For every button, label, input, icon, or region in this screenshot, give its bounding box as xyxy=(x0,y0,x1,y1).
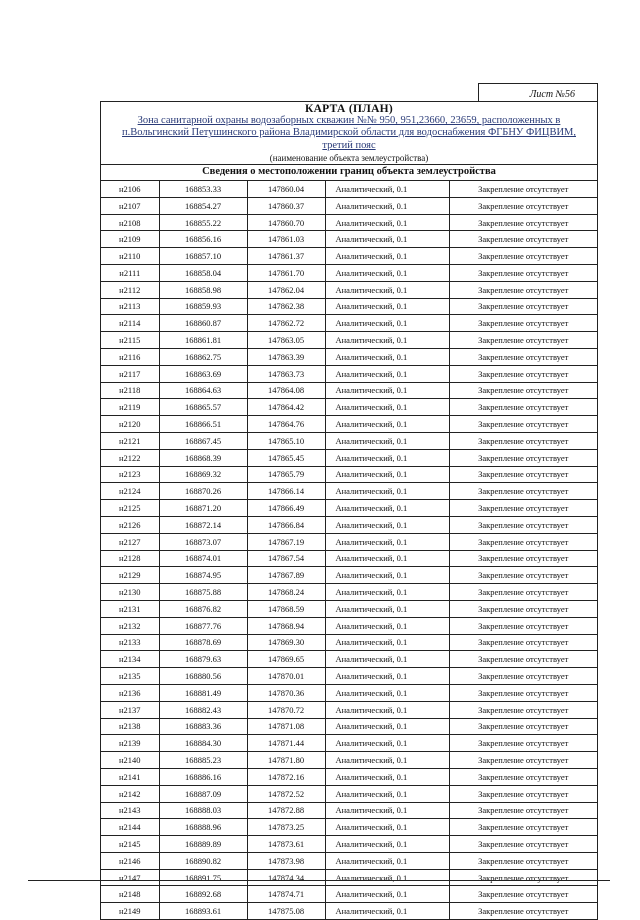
method-accuracy-cell: Аналитический, 0.1 xyxy=(325,651,449,668)
point-name-cell: н2137 xyxy=(101,701,159,718)
method-accuracy-cell: Аналитический, 0.1 xyxy=(325,802,449,819)
x-coordinate-cell: 168890.82 xyxy=(159,852,247,869)
table-row xyxy=(101,281,597,298)
table-row xyxy=(101,449,597,466)
table-row xyxy=(101,533,597,550)
marking-description-cell: Закрепление отсутствует xyxy=(449,231,597,248)
x-coordinate-cell: 168881.49 xyxy=(159,684,247,701)
x-coordinate-cell: 168876.82 xyxy=(159,600,247,617)
sheet-number-box xyxy=(478,83,598,102)
y-coordinate-cell: 147868.59 xyxy=(247,600,325,617)
x-coordinate-cell: 168886.16 xyxy=(159,768,247,785)
point-name-cell: н2123 xyxy=(101,466,159,483)
x-coordinate-cell: 168875.88 xyxy=(159,584,247,601)
table-row xyxy=(101,466,597,483)
marking-description-cell: Закрепление отсутствует xyxy=(449,382,597,399)
method-accuracy-cell: Аналитический, 0.1 xyxy=(325,399,449,416)
method-accuracy-cell: Аналитический, 0.1 xyxy=(325,600,449,617)
table-row xyxy=(101,600,597,617)
marking-description-cell: Закрепление отсутствует xyxy=(449,449,597,466)
point-name-cell: н2129 xyxy=(101,567,159,584)
marking-description-cell: Закрепление отсутствует xyxy=(449,315,597,332)
marking-description-cell: Закрепление отсутствует xyxy=(449,802,597,819)
x-coordinate-cell: 168888.03 xyxy=(159,802,247,819)
y-coordinate-cell: 147874.71 xyxy=(247,886,325,903)
marking-description-cell: Закрепление отсутствует xyxy=(449,298,597,315)
x-coordinate-cell: 168874.01 xyxy=(159,550,247,567)
marking-description-cell: Закрепление отсутствует xyxy=(449,399,597,416)
point-name-cell: н2138 xyxy=(101,718,159,735)
x-coordinate-cell: 168872.14 xyxy=(159,516,247,533)
x-coordinate-cell: 168870.26 xyxy=(159,483,247,500)
y-coordinate-cell: 147866.49 xyxy=(247,500,325,517)
table-row xyxy=(101,903,597,920)
x-coordinate-cell: 168867.45 xyxy=(159,432,247,449)
method-accuracy-cell: Аналитический, 0.1 xyxy=(325,584,449,601)
point-name-cell: н2147 xyxy=(101,869,159,886)
y-coordinate-cell: 147869.65 xyxy=(247,651,325,668)
y-coordinate-cell: 147861.37 xyxy=(247,248,325,265)
point-name-cell: н2107 xyxy=(101,197,159,214)
y-coordinate-cell: 147864.42 xyxy=(247,399,325,416)
x-coordinate-cell: 168892.68 xyxy=(159,886,247,903)
method-accuracy-cell: Аналитический, 0.1 xyxy=(325,533,449,550)
method-accuracy-cell: Аналитический, 0.1 xyxy=(325,869,449,886)
table-row xyxy=(101,382,597,399)
x-coordinate-cell: 168871.20 xyxy=(159,500,247,517)
method-accuracy-cell: Аналитический, 0.1 xyxy=(325,718,449,735)
point-name-cell: н2118 xyxy=(101,382,159,399)
table-row xyxy=(101,617,597,634)
point-name-cell: н2133 xyxy=(101,634,159,651)
method-accuracy-cell: Аналитический, 0.1 xyxy=(325,432,449,449)
table-row xyxy=(101,886,597,903)
y-coordinate-cell: 147873.61 xyxy=(247,836,325,853)
method-accuracy-cell: Аналитический, 0.1 xyxy=(325,248,449,265)
method-accuracy-cell: Аналитический, 0.1 xyxy=(325,214,449,231)
table-row xyxy=(101,500,597,517)
y-coordinate-cell: 147862.04 xyxy=(247,281,325,298)
x-coordinate-cell: 168858.98 xyxy=(159,281,247,298)
point-name-cell: н2128 xyxy=(101,550,159,567)
x-coordinate-cell: 168877.76 xyxy=(159,617,247,634)
table-row xyxy=(101,768,597,785)
table-row xyxy=(101,181,597,198)
table-row xyxy=(101,584,597,601)
marking-description-cell: Закрепление отсутствует xyxy=(449,903,597,920)
x-coordinate-cell: 168889.89 xyxy=(159,836,247,853)
table-row xyxy=(101,432,597,449)
marking-description-cell: Закрепление отсутствует xyxy=(449,768,597,785)
y-coordinate-cell: 147863.73 xyxy=(247,365,325,382)
x-coordinate-cell: 168862.75 xyxy=(159,348,247,365)
method-accuracy-cell: Аналитический, 0.1 xyxy=(325,516,449,533)
boundary-points-table xyxy=(101,180,597,920)
marking-description-cell: Закрепление отсутствует xyxy=(449,852,597,869)
table-row xyxy=(101,701,597,718)
table-row xyxy=(101,231,597,248)
method-accuracy-cell: Аналитический, 0.1 xyxy=(325,819,449,836)
point-name-cell: н2109 xyxy=(101,231,159,248)
y-coordinate-cell: 147863.05 xyxy=(247,332,325,349)
marking-description-cell: Закрепление отсутствует xyxy=(449,617,597,634)
point-name-cell: н2106 xyxy=(101,181,159,198)
method-accuracy-cell: Аналитический, 0.1 xyxy=(325,852,449,869)
y-coordinate-cell: 147866.84 xyxy=(247,516,325,533)
x-coordinate-cell: 168879.63 xyxy=(159,651,247,668)
marking-description-cell: Закрепление отсутствует xyxy=(449,181,597,198)
point-name-cell: н2108 xyxy=(101,214,159,231)
table-row xyxy=(101,651,597,668)
point-name-cell: н2141 xyxy=(101,768,159,785)
y-coordinate-cell: 147870.36 xyxy=(247,684,325,701)
method-accuracy-cell: Аналитический, 0.1 xyxy=(325,567,449,584)
point-name-cell: н2144 xyxy=(101,819,159,836)
method-accuracy-cell: Аналитический, 0.1 xyxy=(325,836,449,853)
method-accuracy-cell: Аналитический, 0.1 xyxy=(325,500,449,517)
table-row xyxy=(101,836,597,853)
marking-description-cell: Закрепление отсутствует xyxy=(449,819,597,836)
y-coordinate-cell: 147861.70 xyxy=(247,265,325,282)
y-coordinate-cell: 147868.94 xyxy=(247,617,325,634)
marking-description-cell: Закрепление отсутствует xyxy=(449,701,597,718)
x-coordinate-cell: 168864.63 xyxy=(159,382,247,399)
y-coordinate-cell: 147864.76 xyxy=(247,416,325,433)
y-coordinate-cell: 147862.72 xyxy=(247,315,325,332)
marking-description-cell: Закрепление отсутствует xyxy=(449,634,597,651)
method-accuracy-cell: Аналитический, 0.1 xyxy=(325,735,449,752)
method-accuracy-cell: Аналитический, 0.1 xyxy=(325,332,449,349)
method-accuracy-cell: Аналитический, 0.1 xyxy=(325,617,449,634)
table-row xyxy=(101,332,597,349)
point-name-cell: н2132 xyxy=(101,617,159,634)
y-coordinate-cell: 147873.98 xyxy=(247,852,325,869)
object-name-line-1: Зона санитарной охраны водозаборных скважин №№ 950, 951,23660, 23659, расположенных в xyxy=(137,115,561,127)
point-name-cell: н2126 xyxy=(101,516,159,533)
section-title: Сведения о местоположении границ объекта землеустройства xyxy=(101,164,597,180)
point-name-cell: н2139 xyxy=(101,735,159,752)
y-coordinate-cell: 147872.88 xyxy=(247,802,325,819)
x-coordinate-cell: 168878.69 xyxy=(159,634,247,651)
marking-description-cell: Закрепление отсутствует xyxy=(449,214,597,231)
y-coordinate-cell: 147867.54 xyxy=(247,550,325,567)
table-row xyxy=(101,718,597,735)
marking-description-cell: Закрепление отсутствует xyxy=(449,348,597,365)
marking-description-cell: Закрепление отсутствует xyxy=(449,785,597,802)
y-coordinate-cell: 147867.89 xyxy=(247,567,325,584)
method-accuracy-cell: Аналитический, 0.1 xyxy=(325,181,449,198)
y-coordinate-cell: 147870.01 xyxy=(247,668,325,685)
table-row xyxy=(101,634,597,651)
point-name-cell: н2116 xyxy=(101,348,159,365)
method-accuracy-cell: Аналитический, 0.1 xyxy=(325,768,449,785)
table-row xyxy=(101,483,597,500)
table-row xyxy=(101,802,597,819)
marking-description-cell: Закрепление отсутствует xyxy=(449,735,597,752)
marking-description-cell: Закрепление отсутствует xyxy=(449,365,597,382)
y-coordinate-cell: 147874.34 xyxy=(247,869,325,886)
x-coordinate-cell: 168893.61 xyxy=(159,903,247,920)
table-row xyxy=(101,298,597,315)
marking-description-cell: Закрепление отсутствует xyxy=(449,886,597,903)
table-row xyxy=(101,365,597,382)
document-header xyxy=(101,102,597,164)
marking-description-cell: Закрепление отсутствует xyxy=(449,836,597,853)
y-coordinate-cell: 147866.14 xyxy=(247,483,325,500)
method-accuracy-cell: Аналитический, 0.1 xyxy=(325,197,449,214)
marking-description-cell: Закрепление отсутствует xyxy=(449,416,597,433)
point-name-cell: н2136 xyxy=(101,684,159,701)
table-row xyxy=(101,248,597,265)
table-row xyxy=(101,869,597,886)
table-row xyxy=(101,785,597,802)
y-coordinate-cell: 147864.08 xyxy=(247,382,325,399)
point-name-cell: н2146 xyxy=(101,852,159,869)
marking-description-cell: Закрепление отсутствует xyxy=(449,533,597,550)
x-coordinate-cell: 168860.87 xyxy=(159,315,247,332)
point-name-cell: н2130 xyxy=(101,584,159,601)
method-accuracy-cell: Аналитический, 0.1 xyxy=(325,483,449,500)
y-coordinate-cell: 147865.79 xyxy=(247,466,325,483)
point-name-cell: н2124 xyxy=(101,483,159,500)
x-coordinate-cell: 168884.30 xyxy=(159,735,247,752)
marking-description-cell: Закрепление отсутствует xyxy=(449,651,597,668)
method-accuracy-cell: Аналитический, 0.1 xyxy=(325,382,449,399)
marking-description-cell: Закрепление отсутствует xyxy=(449,718,597,735)
marking-description-cell: Закрепление отсутствует xyxy=(449,483,597,500)
marking-description-cell: Закрепление отсутствует xyxy=(449,248,597,265)
table-row xyxy=(101,416,597,433)
y-coordinate-cell: 147871.44 xyxy=(247,735,325,752)
y-coordinate-cell: 147860.04 xyxy=(247,181,325,198)
point-name-cell: н2111 xyxy=(101,265,159,282)
y-coordinate-cell: 147872.16 xyxy=(247,768,325,785)
table-row xyxy=(101,819,597,836)
marking-description-cell: Закрепление отсутствует xyxy=(449,550,597,567)
table-row xyxy=(101,315,597,332)
marking-description-cell: Закрепление отсутствует xyxy=(449,752,597,769)
x-coordinate-cell: 168863.69 xyxy=(159,365,247,382)
y-coordinate-cell: 147868.24 xyxy=(247,584,325,601)
table-row xyxy=(101,550,597,567)
method-accuracy-cell: Аналитический, 0.1 xyxy=(325,265,449,282)
object-name-caption: (наименование объекта землеустройства) xyxy=(269,152,429,163)
point-name-cell: н2127 xyxy=(101,533,159,550)
y-coordinate-cell: 147861.03 xyxy=(247,231,325,248)
point-name-cell: н2143 xyxy=(101,802,159,819)
table-row xyxy=(101,265,597,282)
method-accuracy-cell: Аналитический, 0.1 xyxy=(325,298,449,315)
table-row xyxy=(101,516,597,533)
x-coordinate-cell: 168873.07 xyxy=(159,533,247,550)
marking-description-cell: Закрепление отсутствует xyxy=(449,516,597,533)
method-accuracy-cell: Аналитический, 0.1 xyxy=(325,752,449,769)
y-coordinate-cell: 147865.45 xyxy=(247,449,325,466)
method-accuracy-cell: Аналитический, 0.1 xyxy=(325,281,449,298)
x-coordinate-cell: 168861.81 xyxy=(159,332,247,349)
y-coordinate-cell: 147873.25 xyxy=(247,819,325,836)
object-name-line-3: третий пояс xyxy=(322,139,376,151)
method-accuracy-cell: Аналитический, 0.1 xyxy=(325,550,449,567)
point-name-cell: н2117 xyxy=(101,365,159,382)
marking-description-cell: Закрепление отсутствует xyxy=(449,684,597,701)
page-bottom-rule xyxy=(28,880,610,881)
method-accuracy-cell: Аналитический, 0.1 xyxy=(325,886,449,903)
y-coordinate-cell: 147860.70 xyxy=(247,214,325,231)
table-row xyxy=(101,214,597,231)
marking-description-cell: Закрепление отсутствует xyxy=(449,281,597,298)
marking-description-cell: Закрепление отсутствует xyxy=(449,466,597,483)
marking-description-cell: Закрепление отсутствует xyxy=(449,567,597,584)
x-coordinate-cell: 168869.32 xyxy=(159,466,247,483)
method-accuracy-cell: Аналитический, 0.1 xyxy=(325,449,449,466)
method-accuracy-cell: Аналитический, 0.1 xyxy=(325,466,449,483)
marking-description-cell: Закрепление отсутствует xyxy=(449,668,597,685)
point-name-cell: н2149 xyxy=(101,903,159,920)
marking-description-cell: Закрепление отсутствует xyxy=(449,265,597,282)
marking-description-cell: Закрепление отсутствует xyxy=(449,869,597,886)
marking-description-cell: Закрепление отсутствует xyxy=(449,332,597,349)
sheet-number: Лист №56 xyxy=(529,89,575,100)
table-row xyxy=(101,399,597,416)
y-coordinate-cell: 147865.10 xyxy=(247,432,325,449)
x-coordinate-cell: 168865.57 xyxy=(159,399,247,416)
point-name-cell: н2122 xyxy=(101,449,159,466)
point-name-cell: н2110 xyxy=(101,248,159,265)
table-row xyxy=(101,668,597,685)
x-coordinate-cell: 168882.43 xyxy=(159,701,247,718)
point-name-cell: н2119 xyxy=(101,399,159,416)
point-name-cell: н2134 xyxy=(101,651,159,668)
point-name-cell: н2125 xyxy=(101,500,159,517)
method-accuracy-cell: Аналитический, 0.1 xyxy=(325,668,449,685)
marking-description-cell: Закрепление отсутствует xyxy=(449,584,597,601)
y-coordinate-cell: 147869.30 xyxy=(247,634,325,651)
y-coordinate-cell: 147872.52 xyxy=(247,785,325,802)
document-frame xyxy=(100,101,598,920)
marking-description-cell: Закрепление отсутствует xyxy=(449,500,597,517)
document-title: КАРТА (ПЛАН) xyxy=(304,103,394,115)
x-coordinate-cell: 168887.09 xyxy=(159,785,247,802)
method-accuracy-cell: Аналитический, 0.1 xyxy=(325,365,449,382)
marking-description-cell: Закрепление отсутствует xyxy=(449,600,597,617)
marking-description-cell: Закрепление отсутствует xyxy=(449,197,597,214)
x-coordinate-cell: 168880.56 xyxy=(159,668,247,685)
y-coordinate-cell: 147867.19 xyxy=(247,533,325,550)
method-accuracy-cell: Аналитический, 0.1 xyxy=(325,785,449,802)
x-coordinate-cell: 168854.27 xyxy=(159,197,247,214)
point-name-cell: н2131 xyxy=(101,600,159,617)
point-name-cell: н2120 xyxy=(101,416,159,433)
method-accuracy-cell: Аналитический, 0.1 xyxy=(325,315,449,332)
object-name-line-2: п.Вольгинский Петушинского района Владимирской области для водоснабжения ФГБНУ ФИЦВИМ, xyxy=(122,127,576,139)
method-accuracy-cell: Аналитический, 0.1 xyxy=(325,634,449,651)
point-name-cell: н2121 xyxy=(101,432,159,449)
y-coordinate-cell: 147871.80 xyxy=(247,752,325,769)
table-row xyxy=(101,348,597,365)
x-coordinate-cell: 168858.04 xyxy=(159,265,247,282)
point-name-cell: н2142 xyxy=(101,785,159,802)
y-coordinate-cell: 147862.38 xyxy=(247,298,325,315)
x-coordinate-cell: 168855.22 xyxy=(159,214,247,231)
method-accuracy-cell: Аналитический, 0.1 xyxy=(325,231,449,248)
point-name-cell: н2140 xyxy=(101,752,159,769)
x-coordinate-cell: 168857.10 xyxy=(159,248,247,265)
y-coordinate-cell: 147860.37 xyxy=(247,197,325,214)
y-coordinate-cell: 147875.08 xyxy=(247,903,325,920)
x-coordinate-cell: 168866.51 xyxy=(159,416,247,433)
point-name-cell: н2135 xyxy=(101,668,159,685)
point-name-cell: н2148 xyxy=(101,886,159,903)
point-name-cell: н2114 xyxy=(101,315,159,332)
point-name-cell: н2112 xyxy=(101,281,159,298)
x-coordinate-cell: 168888.96 xyxy=(159,819,247,836)
table-row xyxy=(101,752,597,769)
point-name-cell: н2145 xyxy=(101,836,159,853)
x-coordinate-cell: 168874.95 xyxy=(159,567,247,584)
table-row xyxy=(101,567,597,584)
y-coordinate-cell: 147870.72 xyxy=(247,701,325,718)
x-coordinate-cell: 168883.36 xyxy=(159,718,247,735)
x-coordinate-cell: 168885.23 xyxy=(159,752,247,769)
point-name-cell: н2115 xyxy=(101,332,159,349)
method-accuracy-cell: Аналитический, 0.1 xyxy=(325,701,449,718)
point-name-cell: н2113 xyxy=(101,298,159,315)
x-coordinate-cell: 168853.33 xyxy=(159,181,247,198)
y-coordinate-cell: 147871.08 xyxy=(247,718,325,735)
table-body xyxy=(101,181,597,920)
x-coordinate-cell: 168868.39 xyxy=(159,449,247,466)
table-row xyxy=(101,735,597,752)
table-row xyxy=(101,852,597,869)
table-row xyxy=(101,684,597,701)
method-accuracy-cell: Аналитический, 0.1 xyxy=(325,416,449,433)
y-coordinate-cell: 147863.39 xyxy=(247,348,325,365)
x-coordinate-cell: 168856.16 xyxy=(159,231,247,248)
method-accuracy-cell: Аналитический, 0.1 xyxy=(325,684,449,701)
x-coordinate-cell: 168859.93 xyxy=(159,298,247,315)
table-row xyxy=(101,197,597,214)
method-accuracy-cell: Аналитический, 0.1 xyxy=(325,903,449,920)
x-coordinate-cell: 168891.75 xyxy=(159,869,247,886)
marking-description-cell: Закрепление отсутствует xyxy=(449,432,597,449)
method-accuracy-cell: Аналитический, 0.1 xyxy=(325,348,449,365)
